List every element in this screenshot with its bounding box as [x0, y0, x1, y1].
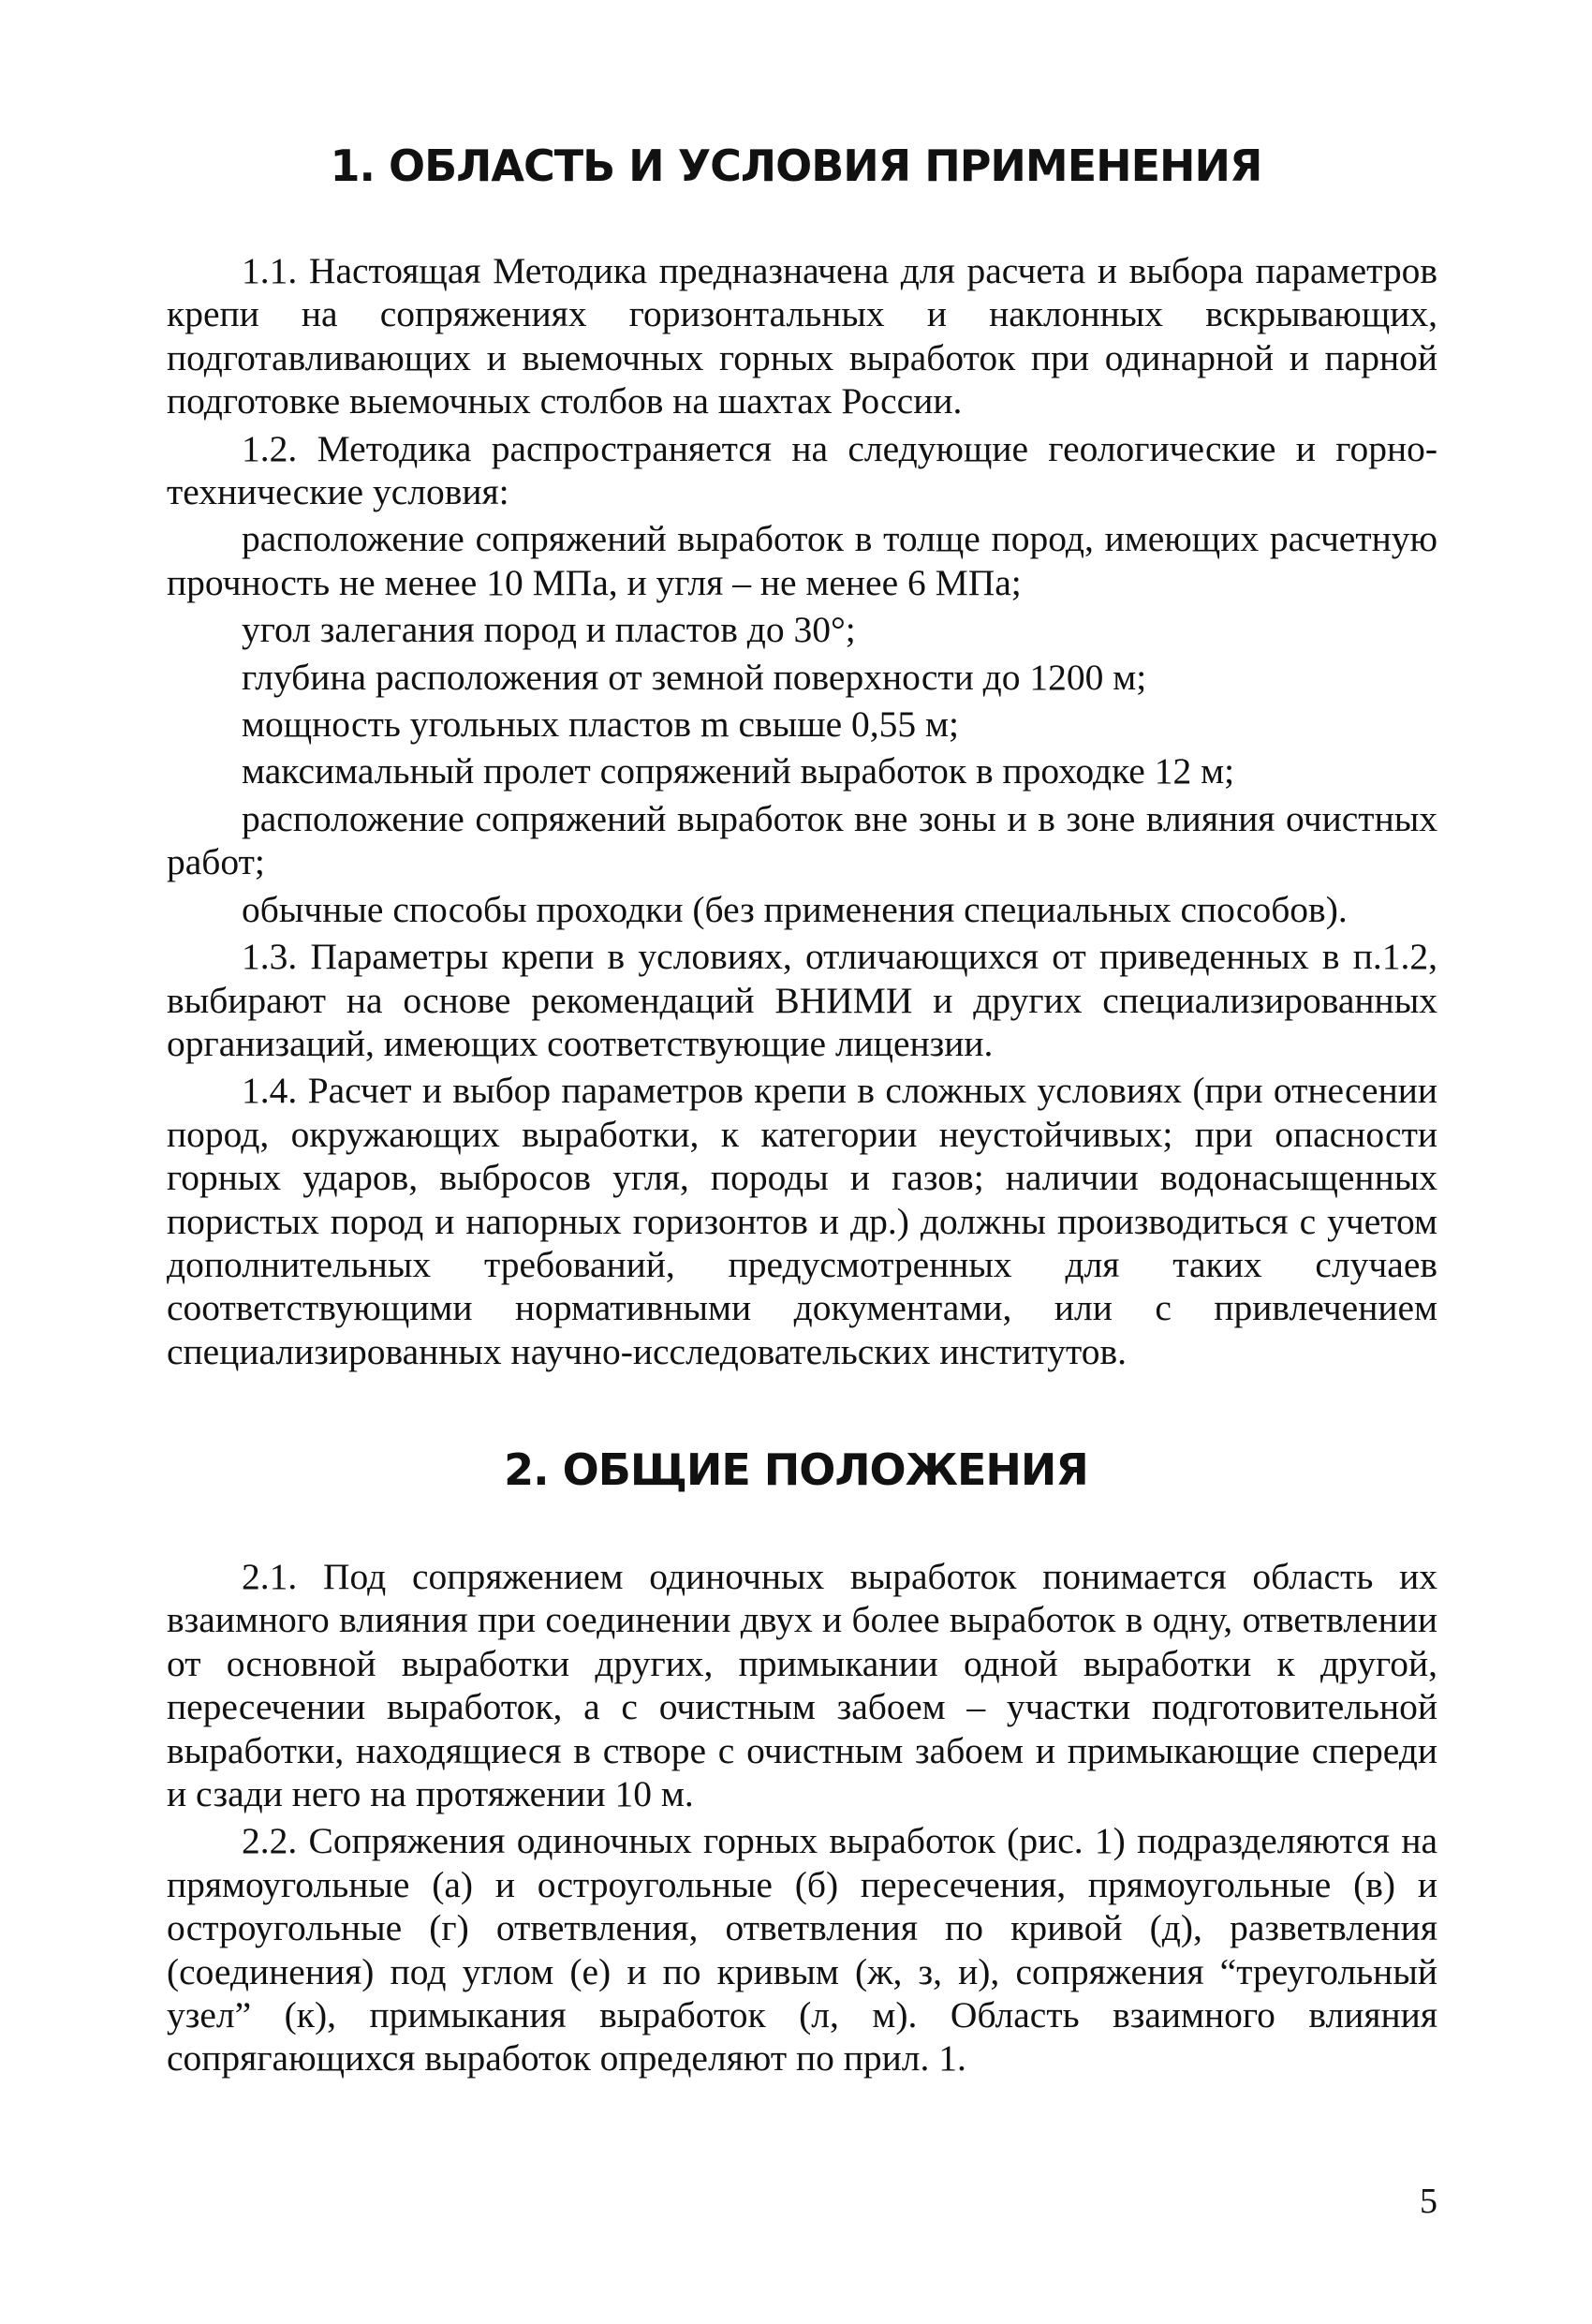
page-number: 5 — [1420, 2182, 1437, 2221]
paragraph-1-3: 1.3. Параметры крепи в условиях, отличающихся от приведенных в п.1.2, выбирают на основе рекомендаций ВНИМИ и других специализированных организаций, имеющих соответствующие лицензии. — [167, 936, 1437, 1064]
condition-seam-thickness: мощность угольных пластов m свыше 0,55 м; — [242, 703, 959, 746]
section-1-heading: 1. ОБЛАСТЬ И УСЛОВИЯ ПРИМЕНЕНИЯ — [330, 141, 1262, 191]
paragraph-2-1: 2.1. Под сопряжением одиночных выработок понимается область их взаимного влияния при соединении двух и более выработок в одну, ответвлении от основной выработки других, примыкании одной выработки к другой, пересечении выработок, а с очистным забоем – участки подготовительной выработки, находящиеся в створе с очистным забоем и примыкающие спереди и сзади него на протяжении 10 м. — [167, 1556, 1437, 1815]
condition-influence-zone: расположение сопряжений выработок вне зоны и в зоне влияния очистных работ; — [167, 797, 1437, 883]
paragraph-2-2: 2.2. Сопряжения одиночных горных выработок (рис. 1) подразделяются на прямоугольные (а) и остроугольные (б) пересечения, прямоугольные (в) и остроугольные (г) ответвления, ответвления по кривой (д), разветвления (соединения) под углом (е) и по кривым (ж, з, и), сопряжения “треугольный узел” (к), примыкания выработок (л, м). Область взаимного влияния сопрягающихся выработок определяют по прил. 1. — [167, 1820, 1437, 2080]
paragraph-1-4: 1.4. Расчет и выбор параметров крепи в сложных условиях (при отнесении пород, окружающих выработки, к категории неустойчивых; при опасности горных ударов, выбросов угля, породы и газов; наличии водонасыщенных пористых пород и напорных горизонтов и др.) должны производиться с учетом дополнительных требований, предусмотренных для таких случаев соответствующими нормативными документами, или с привлечением специализированных научно-исследовательских институтов. — [167, 1070, 1437, 1372]
paragraph-1-1: 1.1. Настоящая Методика предназначена для расчета и выбора параметров крепи на сопряжениях горизонтальных и наклонных вскрывающих, подготавливающих и выемочных горных выработок при одинарной и парной подготовке выемочных столбов на шахтах России. — [167, 250, 1437, 422]
condition-depth: глубина расположения от земной поверхности до 1200 м; — [242, 656, 1147, 698]
section-1-body — [167, 249, 1437, 1377]
paragraph-1-2: 1.2. Методика распространяется на следующие геологические и горно-технические условия: — [167, 427, 1437, 513]
condition-rock-strength: расположение сопряжений выработок в толще пород, имеющих расчетную прочность не менее 10 МПа, и угля – не менее 6 МПа; — [167, 518, 1437, 603]
condition-dip-angle: угол залегания пород и пластов до 30°; — [242, 609, 856, 651]
section-2-heading: 2. ОБЩИЕ ПОЛОЖЕНИЯ — [504, 1444, 1088, 1495]
condition-driving-methods: обычные способы проходки (без применения специальных способов). — [242, 888, 1348, 930]
section-2-body — [167, 1555, 1437, 2084]
condition-max-span: максимальный пролет сопряжений выработок в проходке 12 м; — [242, 750, 1235, 792]
